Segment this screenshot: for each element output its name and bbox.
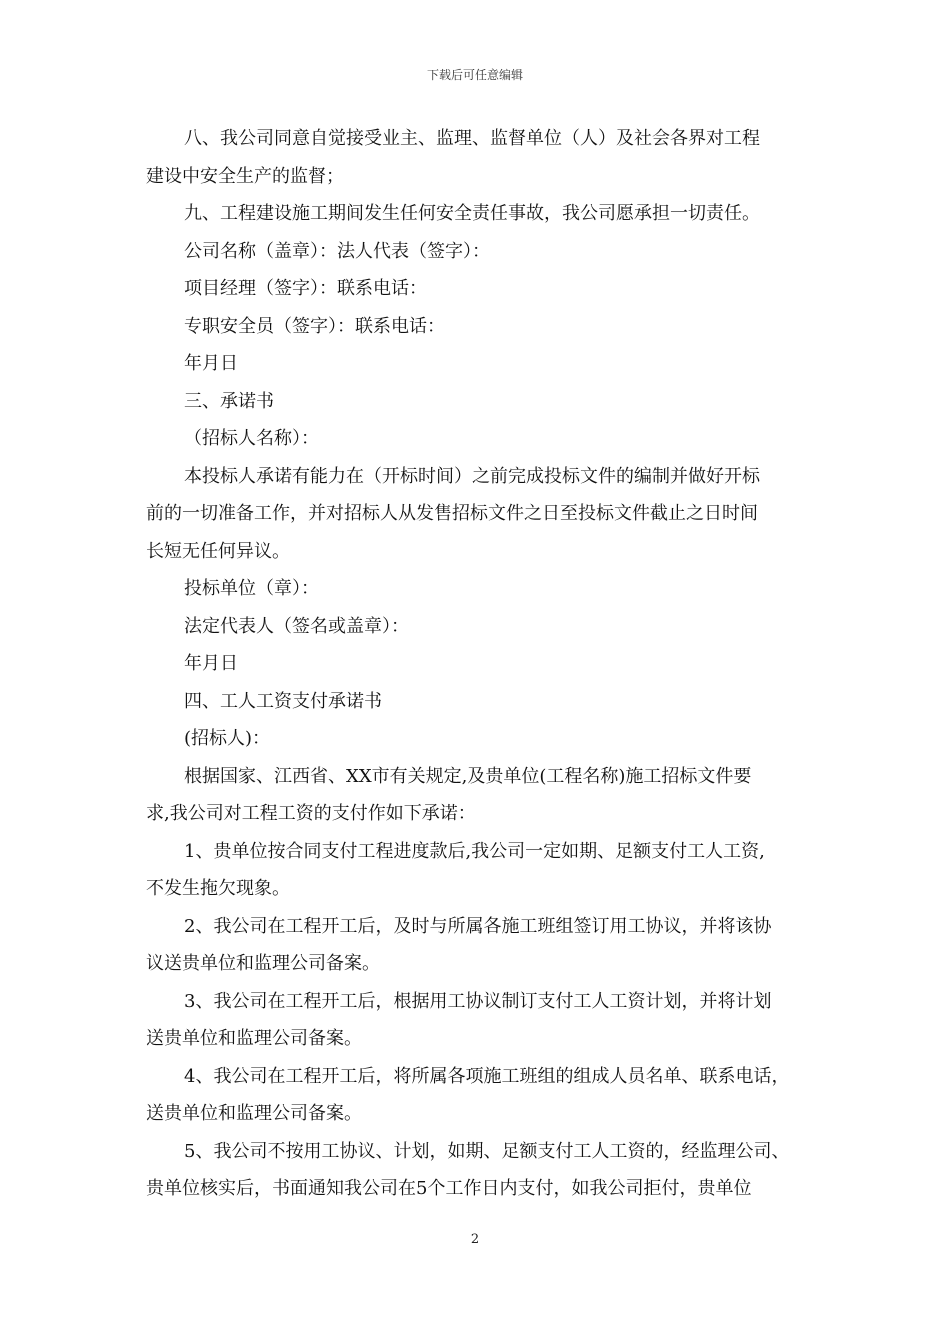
page-header: 下载后可任意编辑 bbox=[426, 68, 523, 82]
paragraph bbox=[146, 1058, 806, 1133]
paragraph bbox=[146, 608, 806, 646]
text-line: 根据国家、江西省、XX市有关规定,及贵单位(工程名称)施工招标文件要 bbox=[184, 765, 752, 787]
paragraph bbox=[146, 1133, 806, 1208]
text-line: 投标单位（章）： bbox=[184, 578, 319, 599]
text-line: 4、我公司在工程开工后，将所属各项施工班组的组成人员名单、联系电话， bbox=[184, 1065, 790, 1087]
text-line: 项目经理（签字）：联系电话： bbox=[184, 278, 427, 299]
text-line: 求,我公司对工程工资的支付作如下承诺： bbox=[146, 803, 476, 824]
paragraph bbox=[146, 383, 806, 421]
paragraph bbox=[146, 983, 806, 1058]
page-number: 2 bbox=[470, 1232, 480, 1247]
paragraph bbox=[146, 458, 806, 571]
text-line: 长短无任何异议。 bbox=[146, 540, 290, 562]
paragraph bbox=[146, 270, 806, 308]
paragraph bbox=[146, 833, 806, 908]
text-line: 1、贵单位按合同支付工程进度款后,我公司一定如期、足额支付工人工资, bbox=[184, 840, 765, 862]
paragraph bbox=[146, 758, 806, 833]
text-line: 法定代表人（签名或盖章）： bbox=[184, 615, 409, 637]
text-line: 建设中安全生产的监督； bbox=[146, 165, 344, 187]
text-line: 5、我公司不按用工协议、计划，如期、足额支付工人工资的，经监理公司、 bbox=[184, 1140, 790, 1162]
paragraph bbox=[146, 120, 806, 195]
paragraph bbox=[146, 645, 806, 683]
text-line: 送贵单位和监理公司备案。 bbox=[146, 1103, 362, 1124]
text-line: 送贵单位和监理公司备案。 bbox=[146, 1028, 362, 1049]
text-line: 2、我公司在工程开工后，及时与所属各施工班组签订用工协议，并将该协 bbox=[184, 915, 772, 937]
paragraph bbox=[146, 720, 806, 758]
text-line: 年月日 bbox=[184, 353, 238, 374]
paragraph bbox=[146, 233, 806, 271]
text-line: 本投标人承诺有能力在（开标时间）之前完成投标文件的编制并做好开标 bbox=[184, 465, 760, 487]
paragraph bbox=[146, 420, 806, 458]
text-line: 公司名称（盖章）：法人代表（签字）： bbox=[184, 240, 490, 262]
text-line: 三、承诺书 bbox=[184, 390, 274, 412]
text-line: 四、工人工资支付承诺书 bbox=[184, 690, 382, 712]
text-line: 九、工程建设施工期间发生任何安全责任事故，我公司愿承担一切责任。 bbox=[184, 203, 760, 224]
text-line: 专职安全员（签字）：联系电话： bbox=[184, 315, 445, 337]
document-body bbox=[146, 120, 806, 1208]
text-line: 3、我公司在工程开工后，根据用工协议制订支付工人工资计划，并将计划 bbox=[184, 990, 772, 1012]
paragraph bbox=[146, 195, 806, 233]
text-line: 议送贵单位和监理公司备案。 bbox=[146, 953, 380, 974]
paragraph bbox=[146, 345, 806, 383]
text-line: 贵单位核实后，书面通知我公司在5个工作日内支付，如我公司拒付，贵单位 bbox=[146, 1178, 752, 1199]
paragraph bbox=[146, 308, 806, 346]
paragraph bbox=[146, 683, 806, 721]
text-line: 不发生拖欠现象。 bbox=[146, 878, 290, 899]
text-line: （招标人名称）： bbox=[184, 428, 319, 449]
text-line: (招标人)： bbox=[184, 728, 271, 749]
text-line: 前的一切准备工作，并对招标人从发售招标文件之日至投标文件截止之日时间 bbox=[146, 503, 758, 524]
paragraph bbox=[146, 908, 806, 983]
paragraph bbox=[146, 570, 806, 608]
text-line: 年月日 bbox=[184, 653, 238, 674]
text-line: 八、我公司同意自觉接受业主、监理、监督单位（人）及社会各界对工程 bbox=[184, 128, 760, 149]
